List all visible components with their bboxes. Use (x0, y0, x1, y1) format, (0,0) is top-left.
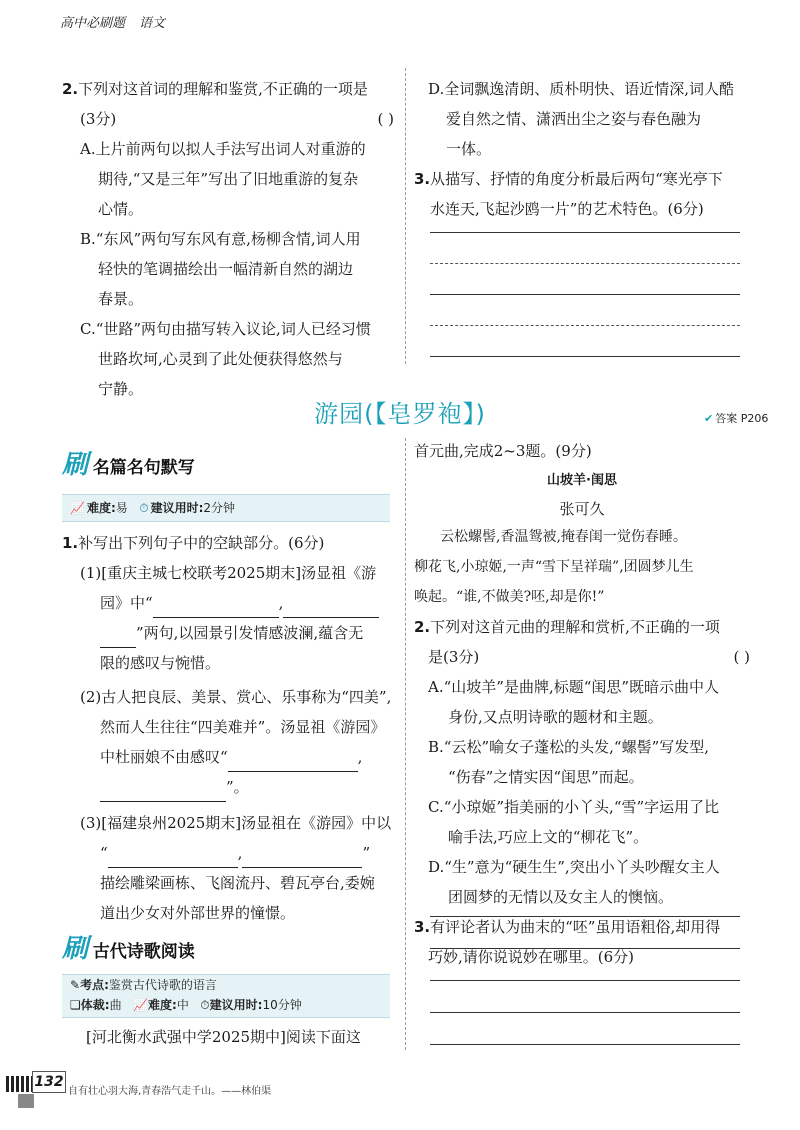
check-icon: ✔ (704, 412, 714, 425)
poem-title: 山坡羊·闺思 (547, 473, 617, 488)
chart-icon-2: 📈 (133, 998, 148, 1012)
poem-author: 张可久 (559, 500, 605, 518)
column-divider (405, 68, 406, 364)
part1-heading: 刷 名篇名句默写 (62, 450, 195, 480)
clock-icon-2: ⏱ (200, 998, 210, 1012)
part1-question-1: 1.补写出下列句子中的空缺部分。(6分) (1)[重庆主城七校联考2025期末]汤显祖《游 园》中“ , ”两句,以园景引发情感波澜,蕴含无 限的感叹与惋惜。 (2)古人把良辰、美景、赏心、乐事称为“四美”, 然而人生往往“四美难并”。汤显祖《游园》 中杜丽娘不由感叹“ , ”。 (3)[福建泉州2025期末]汤显祖在《游园》中以 “ , ” 描绘雕梁画栋、飞阁流丹、碧瓦亭台,委婉 道出少女对外部世界的憧憬。 (62, 528, 394, 928)
option-b: B.“东风”两句写东风有意,杨柳含情,词人用 轻快的笔调描绘出一幅清新自然的湖边 春景。 (80, 230, 361, 308)
right-option-d: D.“生”意为“硬生生”,突出小丫头吵醒女主人 团圆梦的无情以及女主人的懊恼。 (428, 858, 720, 906)
blank-2b[interactable] (100, 784, 226, 802)
page-number: 132 (32, 1071, 66, 1093)
right-question-3: 3.有评论者认为曲末的“呸”虽用语粗俗,却用得 巧妙,请你说说妙在哪里。(6分) (414, 918, 721, 966)
genre-icon: ❏ (70, 998, 81, 1012)
footer-quote: 自有壮心羽大海,青春浩气走千山。——林伯渠 (68, 1086, 272, 1097)
answer-paren[interactable]: ( ) (377, 110, 394, 128)
option-c: C.“世路”两句由描写转入议论,词人已经习惯 世路坎坷,心灵到了此处便获得悠然与 宁静。 (80, 320, 371, 398)
part2-meta-bar: ✎考点:鉴赏古代诗歌的语言 ❏体裁:曲 📈难度:中 ⏱建议用时:10分钟 (62, 974, 390, 1018)
blank-1c[interactable] (100, 630, 136, 648)
option-a: A.上片前两句以拟人手法写出词人对重游的 期待,“又是三年”写出了旧地重游的复杂 心情。 (80, 140, 366, 218)
right-option-a: A.“山坡羊”是曲牌,标题“闺思”既暗示曲中人 身份,又点明诗歌的题材和主题。 (428, 678, 720, 726)
part2-intro: [河北衡水武强中学2025期中]阅读下面这 (86, 1028, 361, 1046)
blank-3a[interactable] (108, 850, 238, 868)
running-header (60, 12, 179, 31)
footer-decoration-2 (18, 1094, 34, 1108)
sub-question-3: (3)[福建泉州2025期末]汤显祖在《游园》中以 “ , ” 描绘雕梁画栋、飞阁流丹、碧瓦亭台,委婉 道出少女对外部世界的憧憬。 (80, 814, 392, 922)
book-name: 高中必刷题 (60, 16, 126, 31)
footer-decoration (6, 1076, 32, 1092)
question-3: 3.从描写、抒情的角度分析最后两句“寒光亭下 水连天,飞起沙鸥一片”的艺术特色。(6分) (414, 170, 723, 218)
top-left-question-2: 2.下列对这首词的理解和鉴赏,不正确的一项是 (3分) ( ) A.上片前两句以拟人手法写出词人对重游的 期待,“又是三年”写出了旧地重游的复杂 心情。 B.“东风”两句写东风有意,杨柳含情,词人用 轻快的笔调描绘出一幅清新自然的湖边 春景。 C.“世路”两句由描写转入议论,词人已经习惯 世路坎坷,心灵到了此处便获得悠然与 宁静。 (62, 74, 394, 404)
option-d: D.全词飘逸清朗、质朴明快、语近情深,词人酷 爱自然之情、潇洒出尘之姿与春色融为 一体。 (428, 80, 735, 158)
right-option-c: C.“小琼姬”指美丽的小丫头,“雪”字运用了比 喻手法,巧应上文的“柳花飞”。 (428, 798, 720, 846)
clock-icon: ⏱ (139, 501, 149, 515)
subject-name: 语文 (139, 16, 166, 31)
right-question-2: 2.下列对这首元曲的理解和赏析,不正确的一项 是(3分) ( ) A.“山坡羊”是曲牌,标题“闺思”既暗示曲中人 身份,又点明诗歌的题材和主题。 B.“云松”喻女子蓬松的头发,“螺髻”写发型, “伤春”之情实因“闺思”而起。 C.“小琼姬”指美丽的小丫头,“雪”字运用了比 喻手法,巧应上文的“柳花飞”。 D.“生”意为“硬生生”,突出小丫头吵醒女主人 团圆梦的无情以及女主人的懊恼。 (414, 612, 750, 912)
sub-question-2: (2)古人把良辰、美景、赏心、乐事称为“四美”, 然而人生往往“四美难并”。汤显祖《游园》 中杜丽娘不由感叹“ , ”。 (80, 682, 394, 802)
answer-paren-2[interactable]: ( ) (733, 648, 750, 666)
part2-heading: 刷 古代诗歌阅读 (62, 934, 195, 964)
answer-lines-bottom[interactable] (430, 916, 740, 1045)
column-divider-2 (405, 438, 406, 1050)
key-point-icon: ✎ (70, 978, 81, 992)
top-right-column (414, 74, 748, 224)
shua-icon: 刷 (62, 450, 89, 480)
right-column: 首元曲,完成2~3题。(9分) 山坡羊·闺思 张可久 云松螺髻,香温鸳被,掩春闺一觉伤春睡。 柳花飞,小琼姬,一声“雪下呈祥瑞”,团圆梦儿生 唤起。“谁,不做美?呸,却是你!” 2.下列对这首元曲的理解和赏析,不正确的一项 是(3分) ( ) A.“山坡羊”是曲牌,标题“闺思”既暗示曲中人 身份,又点明诗歌的题材和主题。 B.“云松”喻女子蓬松的头发,“螺髻”写发型, “伤春”之情实因“闺思”而起。 C.“小琼姬”指美丽的小丫头,“雪”字运用了比 喻手法,巧应上文的“柳花飞”。 D.“生”意为“硬生生”,突出小丫头吵醒女主人 团圆梦的无情以及女主人的懊恼。 3.有评论者认为曲末的“呸”虽用语粗俗,却用得 巧妙,请你说说妙在哪里。(6分) (414, 436, 750, 972)
blank-1b[interactable] (283, 600, 379, 618)
answer-reference[interactable]: ✔ 答案 P206 (704, 412, 769, 425)
part1-meta-bar: 📈 难度:易 ⏱ 建议用时:2分钟 (62, 494, 390, 522)
watermark (280, 700, 400, 740)
section-title: 游园(【皂罗袍】) (314, 400, 486, 428)
answer-lines-top[interactable] (430, 232, 740, 357)
right-option-b: B.“云松”喻女子蓬松的头发,“螺髻”写发型, “伤春”之情实因“闺思”而起。 (428, 738, 710, 786)
blank-3b[interactable] (242, 850, 362, 868)
poem-body: 云松螺髻,香温鸳被,掩春闺一觉伤春睡。 柳花飞,小琼姬,一声“雪下呈祥瑞”,团圆梦儿生 唤起。“谁,不做美?呸,却是你!” (414, 529, 694, 605)
blank-2a[interactable] (228, 754, 358, 772)
shua-icon-2: 刷 (62, 934, 89, 964)
sub-question-1: (1)[重庆主城七校联考2025期末]汤显祖《游 园》中“ , ”两句,以园景引发情感波澜,蕴含无 限的感叹与惋惜。 (80, 558, 394, 678)
chart-icon: 📈 (70, 501, 85, 515)
blank-1a[interactable] (153, 600, 279, 618)
